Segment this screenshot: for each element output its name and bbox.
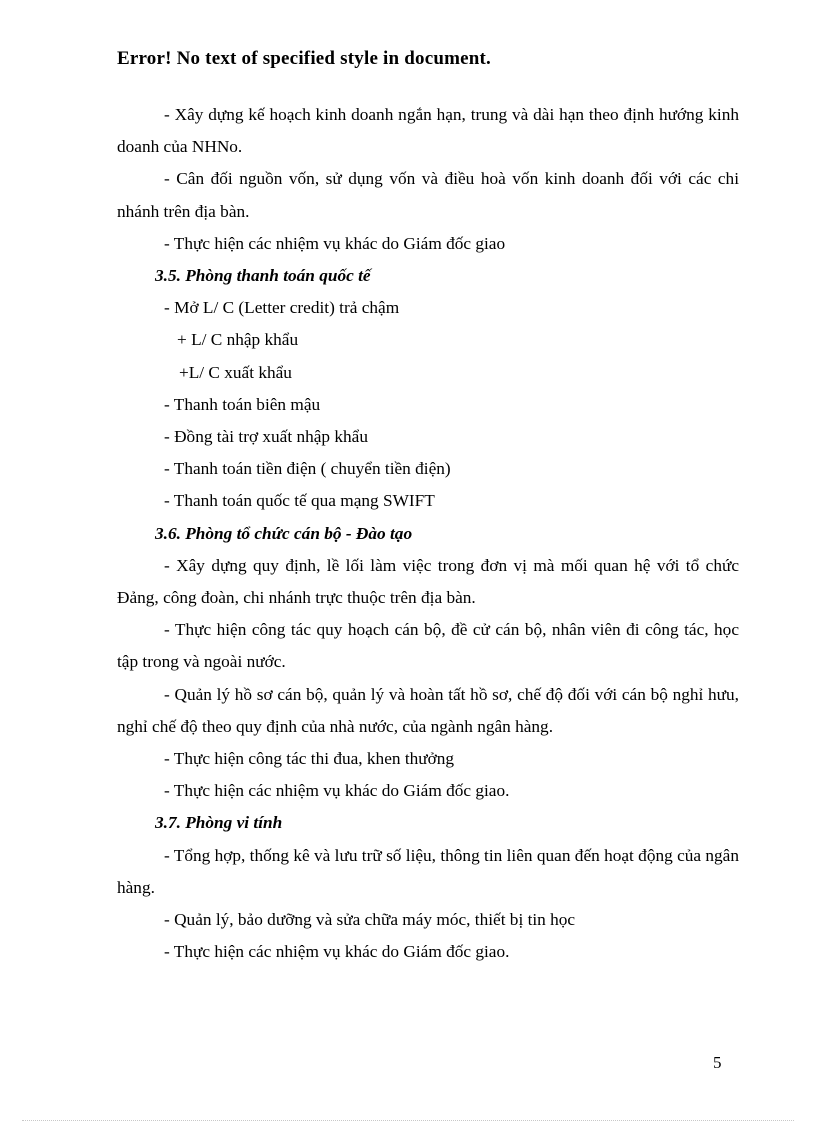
list-item-wire-transfer: - Thanh toán tiền điện ( chuyển tiền điện)	[164, 459, 451, 479]
list-item-other-tasks: - Thực hiện các nhiệm vụ khác do Giám đốc giao	[164, 233, 506, 253]
paragraph-capital-balance: - Cân đối nguồn vốn, sử dụng vốn và điều hoà vốn kinh doanh đối với các chi nhánh trên địa bàn.	[117, 169, 739, 221]
list-item-swift: - Thanh toán quốc tế qua mạng SWIFT	[164, 491, 435, 511]
section-heading-3-6: 3.6. Phòng tổ chức cán bộ - Đào tạo	[155, 523, 413, 543]
list-item-lc: - Mở L/ C (Letter credit) trả chậm	[164, 298, 400, 318]
list-item-other-tasks-2: - Thực hiện các nhiệm vụ khác do Giám đốc giao.	[164, 781, 510, 801]
list-subitem-lc-import: + L/ C nhập khẩu	[177, 330, 299, 350]
list-item-other-tasks-3: - Thực hiện các nhiệm vụ khác do Giám đốc giao.	[164, 942, 510, 962]
page-header: Error! No text of specified style in document.	[117, 48, 492, 69]
page-number: 5	[713, 1053, 722, 1072]
section-heading-3-7: 3.7. Phòng vi tính	[155, 813, 283, 833]
list-subitem-lc-export: +L/ C xuất khẩu	[179, 362, 292, 382]
page-content	[117, 99, 739, 968]
paragraph-staff-planning: - Thực hiện công tác quy hoạch cán bộ, đề cử cán bộ, nhân viên đi công tác, học tập trong và ngoài nước.	[117, 620, 739, 672]
page-bottom-divider	[22, 1120, 794, 1121]
list-item-maintenance: - Quản lý, bảo dưỡng và sửa chữa máy móc, thiết bị tin học	[164, 910, 576, 930]
list-item-cofinancing: - Đồng tài trợ xuất nhập khẩu	[164, 427, 368, 447]
list-item-emulation: - Thực hiện công tác thi đua, khen thưởng	[164, 749, 455, 769]
paragraph-business-plan: - Xây dựng kế hoạch kinh doanh ngắn hạn, trung và dài hạn theo định hướng kinh doanh của NHNo.	[117, 105, 739, 157]
paragraph-regulations: - Xây dựng quy định, lề lối làm việc trong đơn vị mà mối quan hệ với tổ chức Đảng, công đoàn, chi nhánh trực thuộc trên địa bàn.	[117, 555, 739, 608]
list-item-border-payment: - Thanh toán biên mậu	[164, 394, 321, 414]
section-heading-3-5: 3.5. Phòng thanh toán quốc tế	[155, 266, 371, 286]
paragraph-statistics: - Tổng hợp, thống kê và lưu trữ số liệu, thông tin liên quan đến hoạt động của ngân hàng.	[117, 845, 739, 897]
paragraph-staff-records: - Quản lý hồ sơ cán bộ, quản lý và hoàn tất hồ sơ, chế độ đối với cán bộ nghỉ hưu, nghỉ chế độ theo quy định của nhà nước, của ngành ngân hàng.	[117, 684, 739, 736]
